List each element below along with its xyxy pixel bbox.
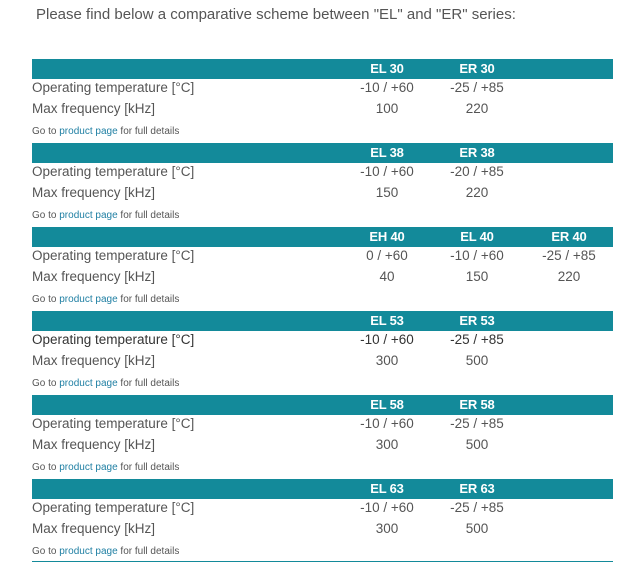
column-header: ER 38: [459, 145, 495, 160]
table-header: [32, 143, 613, 163]
footer-prefix: Go to: [32, 126, 60, 137]
details-footer: [32, 210, 179, 221]
temperature-row: [32, 80, 613, 100]
row-label: Max frequency [kHz]: [32, 269, 156, 284]
cell-value: 220: [465, 101, 489, 116]
frequency-row: [32, 353, 613, 373]
cell-value: 40: [379, 269, 395, 284]
cell-value: 100: [375, 101, 399, 116]
temperature-row: [32, 332, 613, 352]
row-label: Operating temperature [°C]: [32, 164, 195, 179]
temperature-row: [32, 164, 613, 184]
column-header: EL 53: [370, 313, 404, 328]
column-header: ER 53: [459, 313, 495, 328]
temperature-row: [32, 500, 613, 520]
cell-value: -10 / +60: [360, 500, 414, 515]
column-header: EH 40: [369, 229, 405, 244]
product-page-link[interactable]: product page: [59, 462, 118, 473]
cell-value: -10 / +60: [360, 164, 414, 179]
cell-value: 300: [375, 521, 399, 536]
table-header: [32, 311, 613, 331]
cell-value: 220: [465, 185, 489, 200]
cell-value: -25 / +85: [450, 332, 504, 347]
footer-suffix: for full details: [117, 294, 180, 305]
table-header: [32, 479, 613, 499]
footer-prefix: Go to: [32, 462, 60, 473]
details-footer: [32, 462, 179, 473]
table-header: [32, 395, 613, 415]
cell-value: 500: [465, 437, 489, 452]
cell-value: -10 / +60: [360, 416, 414, 431]
frequency-row: [32, 101, 613, 121]
product-page-link[interactable]: product page: [59, 210, 118, 221]
frequency-row: [32, 437, 613, 457]
column-header: ER 40: [551, 229, 587, 244]
cell-value: -25 / +85: [450, 416, 504, 431]
footer-suffix: for full details: [117, 210, 180, 221]
cell-value: -25 / +85: [450, 500, 504, 515]
details-footer: [32, 126, 179, 137]
details-footer: [32, 294, 179, 305]
column-header: ER 63: [459, 481, 495, 496]
footer-prefix: Go to: [32, 546, 60, 557]
footer-prefix: Go to: [32, 378, 60, 389]
details-footer: [32, 546, 179, 557]
footer-suffix: for full details: [117, 462, 180, 473]
cell-value: -10 / +60: [450, 248, 504, 263]
temperature-row: [32, 248, 613, 268]
row-label: Operating temperature [°C]: [32, 332, 195, 347]
column-header: EL 38: [370, 145, 404, 160]
footer-suffix: for full details: [117, 378, 180, 389]
row-label: Max frequency [kHz]: [32, 101, 156, 116]
product-page-link[interactable]: product page: [59, 546, 118, 557]
cell-value: 500: [465, 353, 489, 368]
row-label: Operating temperature [°C]: [32, 80, 195, 95]
cell-value: 300: [375, 437, 399, 452]
cell-value: -10 / +60: [360, 80, 414, 95]
frequency-row: [32, 521, 613, 541]
column-header: EL 58: [370, 397, 404, 412]
column-header: EL 63: [370, 481, 404, 496]
row-label: Operating temperature [°C]: [32, 248, 195, 263]
frequency-row: [32, 269, 613, 289]
column-header: EL 30: [370, 61, 404, 76]
frequency-row: [32, 185, 613, 205]
details-footer: [32, 378, 179, 389]
temperature-row: [32, 416, 613, 436]
row-label: Max frequency [kHz]: [32, 437, 156, 452]
cell-value: 0 / +60: [366, 248, 408, 263]
cell-value: 500: [465, 521, 489, 536]
intro-text: Please find below a comparative scheme between "EL" and "ER" series:: [36, 6, 516, 23]
table-header: [32, 227, 613, 247]
row-label: Operating temperature [°C]: [32, 416, 195, 431]
footer-suffix: for full details: [117, 126, 180, 137]
bottom-divider: [32, 561, 613, 562]
row-label: Max frequency [kHz]: [32, 521, 156, 536]
footer-prefix: Go to: [32, 210, 60, 221]
product-page-link[interactable]: product page: [59, 294, 118, 305]
cell-value: 150: [465, 269, 489, 284]
footer-prefix: Go to: [32, 294, 60, 305]
footer-suffix: for full details: [117, 546, 180, 557]
cell-value: 150: [375, 185, 399, 200]
cell-value: 220: [557, 269, 581, 284]
cell-value: -25 / +85: [542, 248, 596, 263]
table-header: [32, 59, 613, 79]
row-label: Operating temperature [°C]: [32, 500, 195, 515]
cell-value: -10 / +60: [360, 332, 414, 347]
column-header: ER 58: [459, 397, 495, 412]
row-label: Max frequency [kHz]: [32, 185, 156, 200]
column-header: ER 30: [459, 61, 495, 76]
product-page-link[interactable]: product page: [59, 126, 118, 137]
column-header: EL 40: [460, 229, 494, 244]
cell-value: 300: [375, 353, 399, 368]
row-label: Max frequency [kHz]: [32, 353, 156, 368]
cell-value: -20 / +85: [450, 164, 504, 179]
product-page-link[interactable]: product page: [59, 378, 118, 389]
cell-value: -25 / +85: [450, 80, 504, 95]
